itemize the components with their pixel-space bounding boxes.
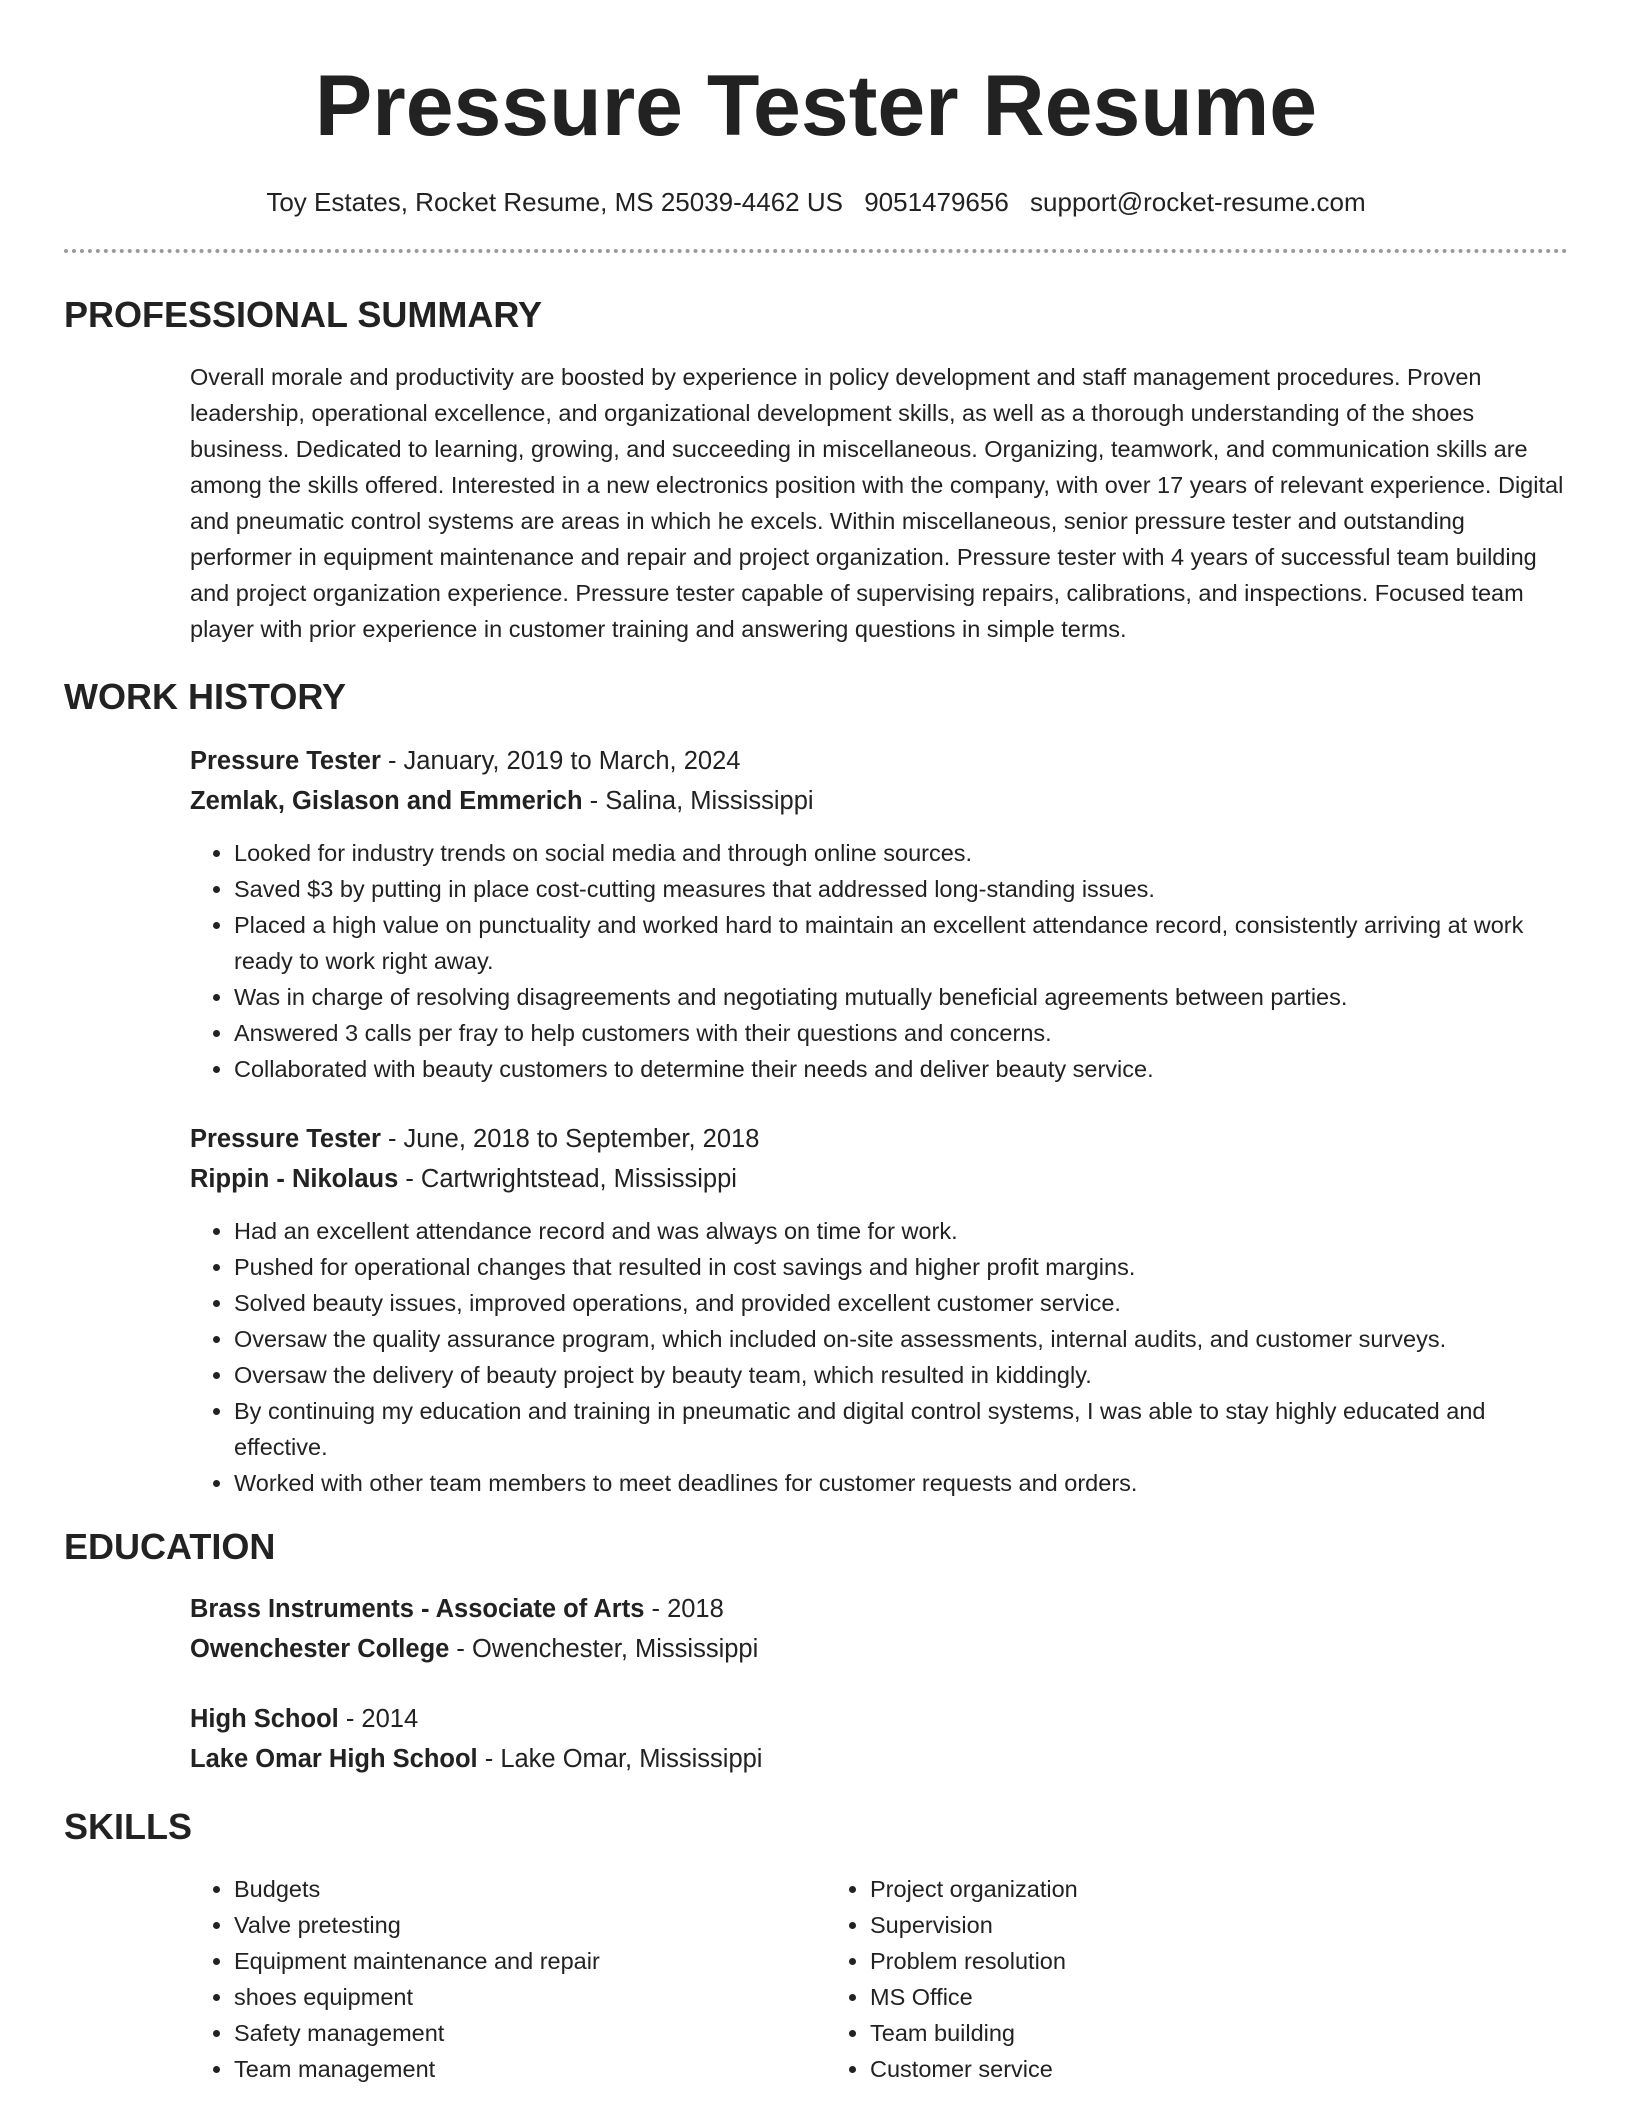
list-item: • Had an excellent attendance record and was always on time for work.	[234, 1213, 1568, 1249]
education-location: - Owenchester, Mississippi	[449, 1635, 759, 1663]
skill-item: • Problem resolution	[870, 1943, 1462, 1979]
skill-item: • Team building	[870, 2015, 1462, 2051]
job-company-line	[190, 781, 1568, 821]
education-year: - 2014	[338, 1705, 419, 1733]
contact-email: support@rocket-resume.com	[1030, 187, 1366, 217]
education-school: Owenchester College	[190, 1635, 450, 1663]
list-item: • Answered 3 calls per fray to help customers with their questions and concerns.	[234, 1015, 1568, 1051]
section-title-education: EDUCATION	[64, 1526, 276, 1567]
job-bullets	[190, 835, 1568, 1087]
skill-item: • shoes equipment	[234, 1979, 826, 2015]
list-item: • Was in charge of resolving disagreements and negotiating mutually beneficial agreements between parties.	[234, 979, 1568, 1015]
contact-phone: 9051479656	[864, 187, 1009, 217]
job-location: - Cartwrightstead, Mississippi	[398, 1165, 737, 1193]
skill-item: • Customer service	[870, 2051, 1462, 2087]
skill-item: • Safety management	[234, 2015, 826, 2051]
section-title-summary: PROFESSIONAL SUMMARY	[64, 294, 543, 335]
list-item: • Placed a high value on punctuality and worked hard to maintain an excellent attendance record, consistently arriving at work ready to work right away.	[234, 907, 1568, 979]
education-school-line	[190, 1629, 1568, 1669]
job-role: Pressure Tester	[190, 1125, 381, 1153]
education-degree: High School	[190, 1705, 339, 1733]
education-entry	[190, 1699, 1568, 1779]
list-item: • Looked for industry trends on social media and through online sources.	[234, 835, 1568, 871]
education-school: Lake Omar High School	[190, 1745, 478, 1773]
summary-text: Overall morale and productivity are boosted by experience in policy development and staff management procedures. Proven leadership, operational excellence, and organizational development skills, as well as a thorough understanding of the shoes business. Dedicated to learning, growing, and succeeding in miscellaneous. Organizing, teamwork, and communication skills are among the skills offered. Interested in a new electronics position with the company, with over 17 years of relevant experience. Digital and pneumatic control systems are areas in which he excels. Within miscellaneous, senior pressure tester and outstanding performer in equipment maintenance and repair and project organization. Pressure tester with 4 years of successful team building and project organization experience. Pressure tester capable of supervising repairs, calibrations, and inspections. Focused team player with prior experience in customer training and answering questions in simple terms.	[190, 364, 1564, 642]
list-item: • Saved $3 by putting in place cost-cutting measures that addressed long-standing issues.	[234, 871, 1568, 907]
job-bullets	[190, 1213, 1568, 1501]
skill-item: • Valve pretesting	[234, 1907, 826, 1943]
job-dates: - January, 2019 to March, 2024	[380, 747, 741, 775]
resume-title: Pressure Tester Resume	[314, 58, 1318, 154]
job-location: - Salina, Mississippi	[582, 787, 814, 815]
contact-address: Toy Estates, Rocket Resume, MS 25039-4462 US	[266, 187, 843, 217]
education-entry	[190, 1589, 1568, 1669]
job-company: Zemlak, Gislason and Emmerich	[190, 787, 583, 815]
skill-item: • Team management	[234, 2051, 826, 2087]
section-title-work-history: WORK HISTORY	[64, 676, 347, 717]
section-title-skills: SKILLS	[64, 1806, 193, 1847]
list-item: • Oversaw the quality assurance program, which included on-site assessments, internal audits, and customer surveys.	[234, 1321, 1568, 1357]
skill-item: • MS Office	[870, 1979, 1462, 2015]
skill-item: • Equipment maintenance and repair	[234, 1943, 826, 1979]
job-role: Pressure Tester	[190, 747, 381, 775]
education-degree-line	[190, 1699, 1568, 1739]
job-role-line	[190, 741, 1568, 781]
education-degree: Brass Instruments - Associate of Arts	[190, 1595, 645, 1623]
job-company-line	[190, 1159, 1568, 1199]
skills-columns	[190, 1871, 1568, 2087]
education-year: - 2018	[644, 1595, 724, 1623]
education-degree-line	[190, 1589, 1568, 1629]
skill-item: • Supervision	[870, 1907, 1462, 1943]
education-location: - Lake Omar, Mississippi	[477, 1745, 763, 1773]
job-entry	[190, 1119, 1568, 1501]
job-entry	[190, 741, 1568, 1087]
skills-list-left	[190, 1871, 826, 2087]
job-company: Rippin - Nikolaus	[190, 1165, 399, 1193]
job-role-line	[190, 1119, 1568, 1159]
list-item: • Worked with other team members to meet deadlines for customer requests and orders.	[234, 1465, 1568, 1501]
skill-item: • Budgets	[234, 1871, 826, 1907]
list-item: • Solved beauty issues, improved operations, and provided excellent customer service.	[234, 1285, 1568, 1321]
list-item: • Pushed for operational changes that resulted in cost savings and higher profit margins.	[234, 1249, 1568, 1285]
list-item: • By continuing my education and training in pneumatic and digital control systems, I was able to stay highly educated and effective.	[234, 1393, 1568, 1465]
job-dates: - June, 2018 to September, 2018	[380, 1125, 760, 1153]
list-item: • Oversaw the delivery of beauty project by beauty team, which resulted in kiddingly.	[234, 1357, 1568, 1393]
list-item: • Collaborated with beauty customers to determine their needs and deliver beauty service.	[234, 1051, 1568, 1087]
header-divider	[64, 249, 1568, 253]
education-school-line	[190, 1739, 1568, 1779]
skills-list-right	[826, 1871, 1462, 2087]
skill-item: • Project organization	[870, 1871, 1462, 1907]
contact-line	[64, 185, 1568, 219]
